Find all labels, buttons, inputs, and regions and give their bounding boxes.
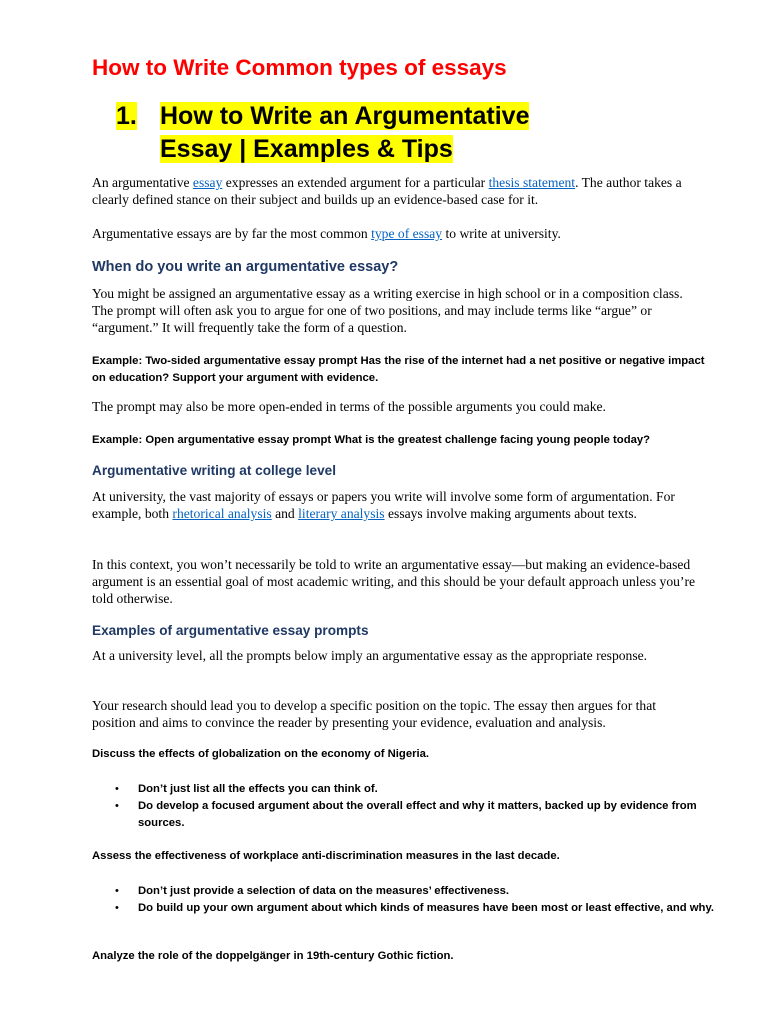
- heading-number-text: 1.: [116, 102, 137, 130]
- literary-analysis-link[interactable]: literary analysis: [298, 506, 385, 521]
- section-heading-when: When do you write an argumentative essay?: [92, 259, 399, 275]
- bullet-item: Do build up your own argument about which kinds of measures have been most or least effective, and why.: [138, 902, 715, 914]
- when-paragraph: You might be assigned an argumentative essay as a writing exercise in high school or in a composition class. The prompt will often ask you to argue for one of two positions, and may include terms like “argue” or “argument.” It will frequently take the form of a question.: [92, 286, 683, 335]
- section-heading-college: Argumentative writing at college level: [92, 463, 336, 478]
- common-text-a: Argumentative essays are by far the most common: [92, 226, 372, 241]
- article-heading-line1: How to Write an Argumentative: [160, 102, 530, 130]
- article-heading-line2: Essay | Examples & Tips: [160, 135, 453, 163]
- common-paragraph: [92, 225, 702, 242]
- college-text-b: and: [271, 506, 299, 521]
- college-text-c: essays involve making arguments about texts.: [384, 506, 637, 521]
- intro-text-b: expresses an extended argument for a particular: [222, 175, 489, 190]
- thesis-statement-link[interactable]: thesis statement: [488, 175, 576, 190]
- bullet-marker: •: [115, 885, 119, 897]
- article-heading: [160, 100, 660, 166]
- prompt-doppelganger: Analyze the role of the doppelgänger in 19th-century Gothic fiction.: [92, 950, 454, 962]
- bullet-item: Do develop a focused argument about the overall effect and why it matters, backed up by evidence from sources.: [138, 800, 697, 829]
- bullet-item: Don’t just list all the effects you can think of.: [138, 783, 378, 795]
- open-ended-paragraph: The prompt may also be more open-ended in terms of the possible arguments you could make.: [92, 399, 606, 414]
- intro-text-a: An argumentative: [92, 175, 193, 190]
- section-heading-examples: Examples of argumentative essay prompts: [92, 623, 369, 638]
- bullet-marker: •: [115, 783, 119, 795]
- type-of-essay-link[interactable]: type of essay: [371, 226, 443, 241]
- example-two-sided-prompt: Example: Two-sided argumentative essay prompt Has the rise of the internet had a net positive or negative impact on education? Support your argument with evidence.: [92, 355, 705, 384]
- prompt-discrimination: Assess the effectiveness of workplace anti-discrimination measures in the last decade.: [92, 850, 560, 862]
- bullet-marker: •: [115, 902, 119, 914]
- heading-number: [116, 100, 137, 133]
- college-paragraph-1: [92, 488, 702, 522]
- college-text-a: At university, the vast majority of essays or papers you write will involve some form of argumentation. For example, both: [92, 489, 675, 521]
- intro-paragraph: [92, 174, 702, 208]
- bullet-item: Don’t just provide a selection of data on the measures’ effectiveness.: [138, 885, 510, 897]
- rhetorical-analysis-link[interactable]: rhetorical analysis: [172, 506, 272, 521]
- bullet-marker: •: [115, 800, 119, 812]
- college-paragraph-2: In this context, you won’t necessarily be told to write an argumentative essay—but making an evidence-based argument is an essential goal of most academic writing, and this should be your default approach unless you’re told otherwise.: [92, 557, 696, 606]
- main-title: How to Write Common types of essays: [92, 55, 507, 80]
- prompt-globalization: Discuss the effects of globalization on the economy of Nigeria.: [92, 748, 430, 760]
- example-open-prompt: Example: Open argumentative essay prompt What is the greatest challenge facing young people today?: [92, 434, 651, 446]
- examples-paragraph-2: Your research should lead you to develop a specific position on the topic. The essay then argues for that position and aims to convince the reader by presenting your evidence, evaluation and analysis.: [92, 698, 657, 730]
- essay-link[interactable]: essay: [192, 175, 223, 190]
- common-text-b: to write at university.: [442, 226, 561, 241]
- intro-text-c: . The author takes a clearly defined stance on their subject and builds up an evidence-based case for it.: [92, 175, 682, 207]
- examples-paragraph-1: At a university level, all the prompts below imply an argumentative essay as the appropriate response.: [92, 648, 648, 663]
